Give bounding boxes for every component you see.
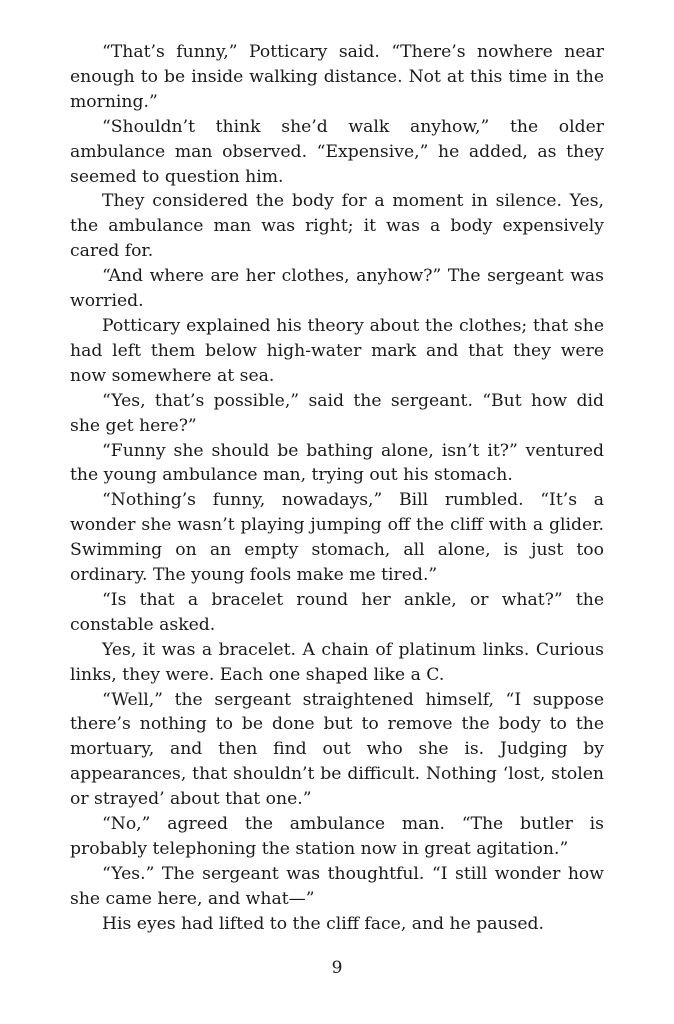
paragraph: “Nothing’s funny, nowadays,” Bill rumbled. “It’s a wonder she wasn’t playing jumping off the cliff with a glider. Swimming on an empty stomach, all alone, is just too ordinary. The young fools make me tired.” [70,490,604,586]
paragraph: “Is that a bracelet round her ankle, or what?” the constable asked. [70,589,604,635]
paragraph: His eyes had lifted to the cliff face, and he paused. [102,913,545,934]
paragraph: “No,” agreed the ambulance man. “The butler is probably telephoning the station now in great agitation.” [70,814,604,859]
paragraph: They considered the body for a moment in silence. Yes, the ambulance man was right; it was a body expensively cared for. [70,191,604,262]
paragraph: “And where are her clothes, anyhow?” The sergeant was worried. [70,266,604,312]
paragraph: “Yes, that’s possible,” said the sergeant. “But how did she get here?” [70,390,604,436]
paragraph: “That’s funny,” Potticary said. “There’s nowhere near enough to be inside walking distance. Not at this time in the morning.” [70,42,604,112]
paragraph: “Well,” the sergeant straightened himself, “I suppose there’s nothing to be done but to remove the body to the mortuary, and then find out who she is. Judging by appearances, that shouldn’t be difficult. Nothing ‘lost, stolen or strayed’ about that one.” [70,689,604,810]
paragraph: “Yes.” The sergeant was thoughtful. “I still wonder how she came here, and what—” [70,863,604,909]
paragraph: Potticary explained his theory about the clothes; that she had left them below high-water mark and that they were now somewhere at sea. [70,315,604,386]
paragraph: “Shouldn’t think she’d walk anyhow,” the older ambulance man observed. “Expensive,” he added, as they seemed to question him. [70,116,604,187]
paragraph: Yes, it was a bracelet. A chain of platinum links. Curious links, they were. Each one shaped like a C. [70,639,604,685]
paragraph: “Funny she should be bathing alone, isn’t it?” ventured the young ambulance man, trying out his stomach. [70,440,604,486]
body-text [70,40,604,937]
page-number: 9 [331,958,343,978]
